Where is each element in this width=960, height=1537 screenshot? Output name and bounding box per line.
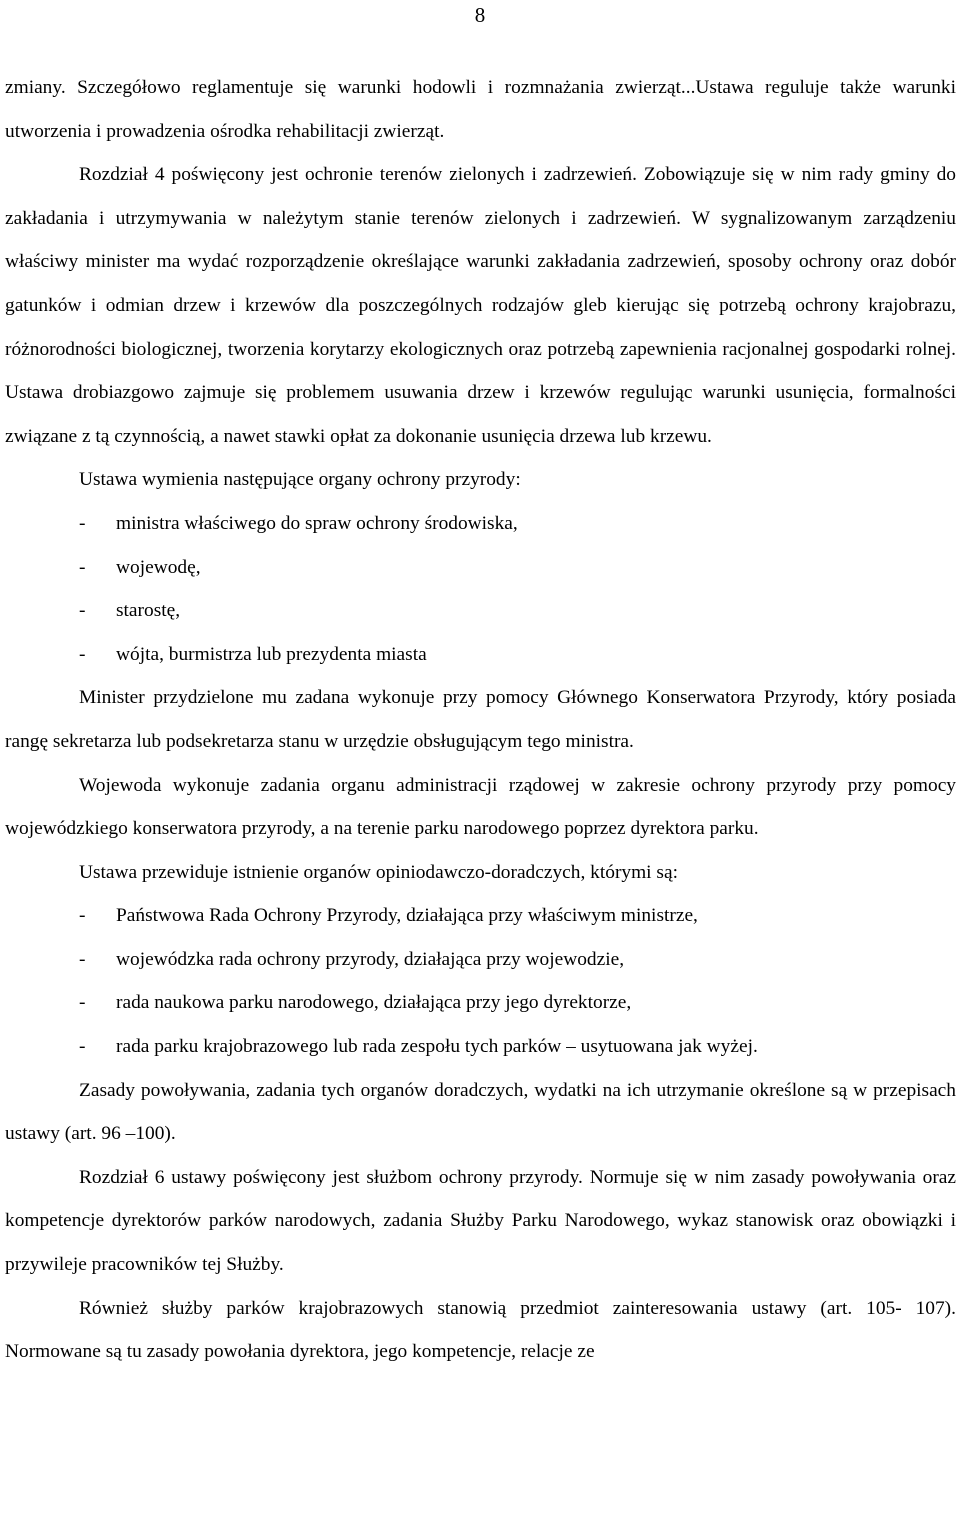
- list-advisory-organs: [5, 894, 956, 1068]
- list-item-text: Państwowa Rada Ochrony Przyrody, działająca przy właściwym ministrze,: [116, 905, 698, 927]
- paragraph-organs-intro: Ustawa wymienia następujące organy ochrony przyrody:: [79, 469, 521, 491]
- list-item-text: rada parku krajobrazowego lub rada zespołu tych parków – usytuowana jak wyżej.: [116, 1036, 758, 1058]
- list-nature-protection-organs: [5, 502, 956, 676]
- list-dash: -: [79, 1036, 86, 1058]
- paragraph-chapter-4: Rozdział 4 poświęcony jest ochronie terenów zielonych i zadrzewień. Zobowiązuje się w nim rady gminy do zakładania i utrzymywania w należytym stanie terenów zielonych i zadrzewień. W sygnalizowanym zarządzeniu właściwy minister ma wydać rozporządzenie określające warunki zakładania zadrzewień, sposoby ochrony oraz dobór gatunków i odmian drzew i krzewów dla poszczególnych rodzajów gleb kierując się potrzebą ochrony krajobrazu, różnorodności biologicznej, tworzenia korytarzy ekologicznych oraz potrzebą zapewnienia racjonalnej gospodarki rolnej. Ustawa drobiazgowo zajmuje się problemem usuwania drzew i krzewów regulując warunki usunięcia, formalności związane z tą czynnością, a nawet stawki opłat za dokonanie usunięcia drzewa lub krzewu.: [5, 164, 956, 447]
- paragraph-continuation: zmiany. Szczegółowo reglamentuje się warunki hodowli i rozmnażania zwierząt...Ustawa reguluje także warunki utworzenia i prowadzenia ośrodka rehabilitacji zwierząt.: [5, 77, 956, 142]
- list-item-text: ministra właściwego do spraw ochrony środowiska,: [116, 512, 518, 534]
- list-item: [5, 938, 956, 982]
- paragraph-wojewoda: Wojewoda wykonuje zadania organu administracji rządowej w zakresie ochrony przyrody przy pomocy wojewódzkiego konserwatora przyrody, a na terenie parku narodowego poprzez dyrektora parku.: [5, 774, 956, 840]
- list-dash: -: [79, 948, 86, 970]
- list-dash: -: [79, 556, 86, 578]
- paragraph-landscape-parks: Również służby parków krajobrazowych stanowią przedmiot zainteresowania ustawy (art. 105- 107). Normowane są tu zasady powołania dyrektora, jego kompetencje, relacje ze: [5, 1297, 956, 1363]
- list-item: [5, 589, 956, 633]
- list-dash: -: [79, 643, 86, 665]
- paragraph-chapter-6: Rozdział 6 ustawy poświęcony jest służbom ochrony przyrody. Normuje się w nim zasady powoływania oraz kompetencje dyrektorów parków narodowych, zadania Służby Parku Narodowego, wykaz stanowisk oraz obowiązki i przywileje pracowników tej Służby.: [5, 1166, 956, 1276]
- list-dash: -: [79, 600, 86, 622]
- list-item-text: wojewódzka rada ochrony przyrody, działająca przy wojewodzie,: [116, 948, 625, 970]
- paragraph-advisory-rules: Zasady powoływania, zadania tych organów doradczych, wydatki na ich utrzymanie określone są w przepisach ustawy (art. 96 –100).: [5, 1079, 956, 1145]
- list-dash: -: [79, 992, 86, 1014]
- list-item-text: wojewodę,: [116, 556, 201, 578]
- list-item: [5, 981, 956, 1025]
- list-item-text: wójta, burmistrza lub prezydenta miasta: [116, 643, 427, 665]
- paragraph-minister: Minister przydzielone mu zadana wykonuje przy pomocy Głównego Konserwatora Przyrody, który posiada rangę sekretarza lub podsekretarza stanu w urzędzie obsługującym tego ministra.: [5, 687, 956, 752]
- list-item: [5, 633, 956, 677]
- list-item: [5, 894, 956, 938]
- page-number: 8: [474, 3, 486, 27]
- list-item: [5, 502, 956, 546]
- list-item-text: starostę,: [116, 600, 181, 622]
- list-dash: -: [79, 905, 86, 927]
- paragraph-advisory-intro: Ustawa przewiduje istnienie organów opiniodawczo-doradczych, którymi są:: [79, 861, 678, 883]
- list-item: [5, 546, 956, 590]
- list-item-text: rada naukowa parku narodowego, działająca przy jego dyrektorze,: [116, 992, 632, 1014]
- document-body: [5, 66, 956, 1374]
- list-item: [5, 1025, 956, 1069]
- list-dash: -: [79, 512, 86, 534]
